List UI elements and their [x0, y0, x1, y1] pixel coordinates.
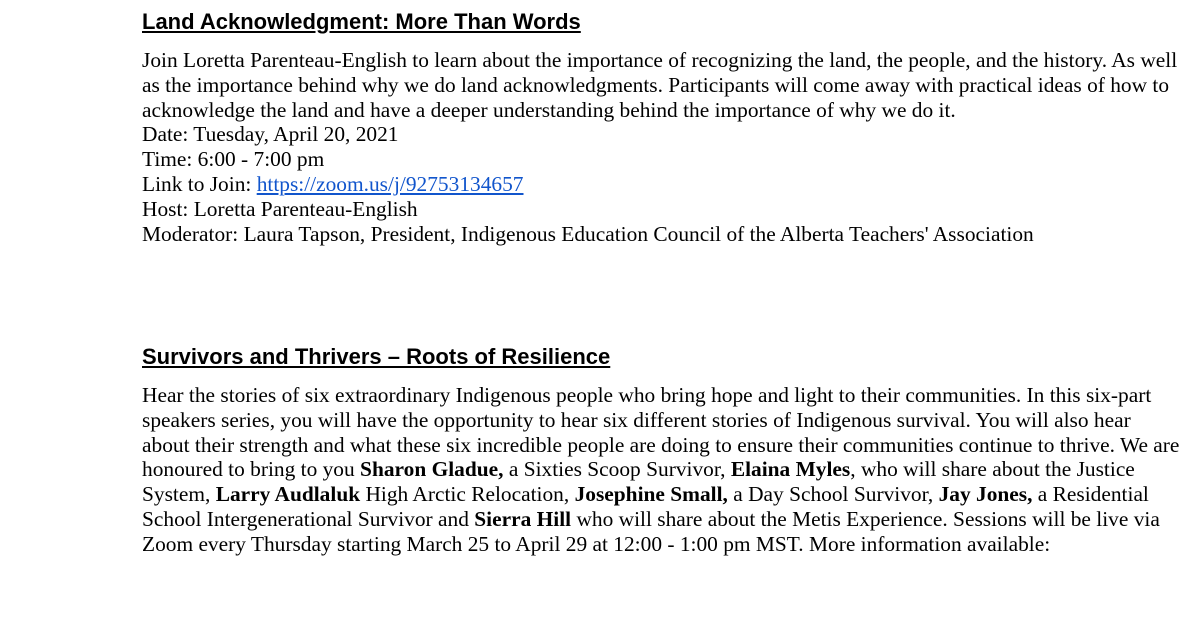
event-time: Time: 6:00 - 7:00 pm: [142, 147, 325, 172]
event-title: Land Acknowledgment: More Than Words: [142, 9, 581, 34]
link-label: Link to Join:: [142, 171, 257, 196]
speaker-desc: , who will share about the Justice System,: [142, 457, 1135, 507]
event-title: Survivors and Thrivers – Roots of Resilience: [142, 344, 611, 369]
speaker-desc: who will share about the Metis Experience. Sessions will be live via Zoom every Thursday starting March 25 to April 29 at 12:00 - 1:00 pm MST. More information available:: [142, 506, 1160, 556]
event-link-line: [142, 172, 1182, 197]
event-moderator: Moderator: Laura Tapson, President, Indigenous Education Council of the Alberta Teachers' Association: [142, 221, 1034, 246]
speaker-desc: High Arctic Relocation,: [360, 482, 575, 507]
speaker-desc: a Residential School Intergenerational Survivor and: [142, 482, 1149, 531]
event-description: [142, 383, 1182, 557]
event-land-acknowledgment: [142, 8, 1182, 246]
event-body: [142, 383, 1182, 557]
event-body: [142, 48, 1182, 246]
speaker-name: Larry Audlaluk: [215, 482, 361, 507]
speaker-desc: a Sixties Scoop Survivor,: [503, 457, 731, 482]
event-host: Host: Loretta Parenteau-English: [142, 196, 418, 221]
event-survivors-thrivers: [142, 343, 1182, 557]
event-date: Date: Tuesday, April 20, 2021: [142, 122, 399, 147]
speaker-name: Sharon Gladue,: [360, 457, 504, 482]
speaker-name: Elaina Myles: [730, 457, 851, 482]
speaker-name: Jay Jones,: [938, 482, 1033, 507]
zoom-link[interactable]: https://zoom.us/j/92753134657: [256, 171, 524, 196]
speaker-desc: a Day School Survivor,: [727, 482, 939, 507]
speaker-name: Josephine Small,: [574, 482, 728, 507]
event-description: Join Loretta Parenteau-English to learn about the importance of recognizing the land, the people, and the history. As well as the importance behind why we do land acknowledgments. Participants will come away with practical ideas of how to acknowledge the land and have a deeper understanding behind the importance of why we do it.: [142, 48, 1178, 122]
intro-text: Hear the stories of six extraordinary Indigenous people who bring hope and light to their communities. In this six-part speakers series, you will have the opportunity to hear six different stories of Indigenous survival. You will also hear about their strength and what these six incredible people are doing to ensure their communities continue to thrive. We are honoured to bring to you: [142, 383, 1180, 482]
speaker-name: Sierra Hill: [474, 506, 572, 531]
